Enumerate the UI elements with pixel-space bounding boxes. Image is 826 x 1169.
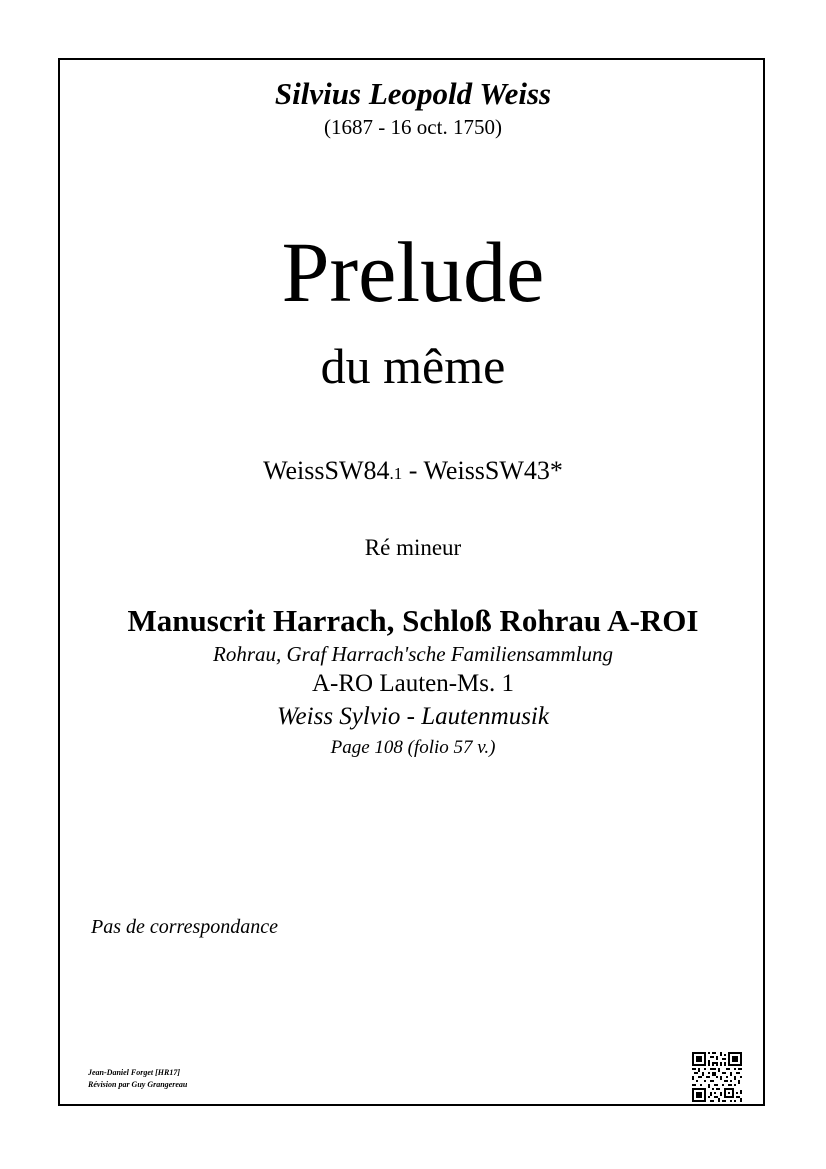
catalog-main: WeissSW84 xyxy=(263,456,390,485)
manuscript-source: Manuscrit Harrach, Schloß Rohrau A-ROI xyxy=(127,603,699,638)
catalog-sub: .1 xyxy=(389,464,403,483)
volume-title: Weiss Sylvio - Lautenmusik xyxy=(277,703,549,730)
catalog-rest: - WeissSW43* xyxy=(402,456,563,485)
page-frame xyxy=(58,58,765,1106)
composer-name: Silvius Leopold Weiss xyxy=(274,76,552,111)
author-credit: Jean-Daniel Forget [HR17] xyxy=(88,1068,180,1077)
correspondence-note: Pas de correspondance xyxy=(91,916,278,938)
collection-name: Rohrau, Graf Harrach'sche Familiensammlung xyxy=(213,642,613,666)
work-title: Prelude xyxy=(281,224,545,320)
shelfmark: A-RO Lauten-Ms. 1 xyxy=(311,670,515,697)
revision-credit: Révision par Guy Grangereau xyxy=(88,1080,188,1089)
key-signature: Ré mineur xyxy=(364,535,462,560)
page-reference: Page 108 (folio 57 v.) xyxy=(330,737,496,758)
catalog-numbers xyxy=(0,456,826,486)
composer-dates: (1687 - 16 oct. 1750) xyxy=(324,115,502,139)
work-subtitle: du même xyxy=(320,338,506,394)
credits xyxy=(88,1067,187,1091)
qr-code-icon xyxy=(692,1052,742,1102)
